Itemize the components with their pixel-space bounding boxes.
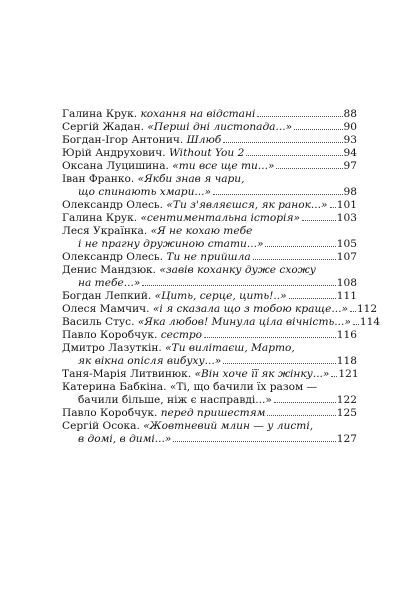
dot-leader xyxy=(173,441,335,442)
toc-entry xyxy=(62,147,357,160)
dot-leader xyxy=(330,207,336,208)
dot-leader xyxy=(223,363,336,364)
toc-entry xyxy=(62,225,357,251)
toc-page-number: 121 xyxy=(338,368,359,380)
toc-entry xyxy=(62,121,357,134)
toc-title: «ти все ще ти...» xyxy=(172,160,275,172)
toc-title: бачили більше, ніж є насправді...» xyxy=(78,394,272,406)
toc-entry xyxy=(62,329,357,342)
toc-entry-line xyxy=(62,342,357,355)
toc-entry xyxy=(62,316,381,329)
toc-author: Галина Крук. xyxy=(62,212,141,224)
dot-leader xyxy=(204,337,336,338)
dot-leader xyxy=(353,324,359,325)
toc-entry-continuation-line xyxy=(62,355,357,368)
toc-entry-line xyxy=(62,368,357,381)
toc-page-number: 101 xyxy=(336,199,357,211)
toc-author: Богдан-Ігор Антонич. xyxy=(62,134,187,146)
dot-leader xyxy=(142,285,335,286)
toc-author: Денис Мандзюк. xyxy=(62,264,160,276)
toc-title: і не прагну дружиною стати...» xyxy=(78,238,264,250)
toc-title: в домі, в димі...» xyxy=(78,433,172,445)
toc-title: перед пришестям xyxy=(160,407,266,419)
toc-page-number: 114 xyxy=(359,316,381,328)
toc-entry xyxy=(62,108,357,121)
toc-entry-line xyxy=(62,108,357,121)
toc-title: «Цить, серце, цить!..» xyxy=(154,290,287,302)
toc-author: Катерина Бабкіна. xyxy=(62,381,170,393)
toc-entry xyxy=(62,368,357,381)
dot-leader xyxy=(331,376,337,377)
toc-author: Дмитро Лазуткін. xyxy=(62,342,166,354)
toc-entry-continuation-line xyxy=(62,277,357,290)
toc-page-number: 105 xyxy=(336,238,357,250)
toc-entry-line xyxy=(62,316,381,329)
toc-entry xyxy=(62,212,357,225)
toc-page-number: 103 xyxy=(336,212,357,224)
toc-entry-line xyxy=(62,225,357,238)
toc-entry xyxy=(62,381,357,407)
toc-title: «Яка любов! Минула ціла вічність...» xyxy=(137,316,351,328)
toc-page-number: 94 xyxy=(343,147,357,159)
toc-entry-continuation-line xyxy=(62,238,357,251)
dot-leader xyxy=(294,129,342,130)
toc-page-number: 122 xyxy=(336,394,357,406)
toc-author: Таня-Марія Литвинюк. xyxy=(62,368,195,380)
toc-author: Галина Крук. xyxy=(62,108,141,120)
toc-entry-line xyxy=(62,212,357,225)
toc-entry xyxy=(62,134,357,147)
toc-entry-line xyxy=(62,290,357,303)
toc-entry xyxy=(62,420,357,446)
toc-author: Павло Коробчук. xyxy=(62,329,161,341)
toc-entry xyxy=(62,251,357,264)
toc-title: що спинають хмари...» xyxy=(78,186,211,198)
toc-page-number: 93 xyxy=(343,134,357,146)
toc-author: Олександр Олесь. xyxy=(62,251,167,263)
toc-title: як вікна опісля вибуху...» xyxy=(78,355,222,367)
toc-title: «Він хоче її як жінку...» xyxy=(194,368,330,380)
toc-author: Олеся Мамчич. xyxy=(62,303,153,315)
toc-entry-continuation-line xyxy=(62,394,357,407)
toc-entry xyxy=(62,290,357,303)
toc-entry xyxy=(62,342,357,368)
toc-page-number: 107 xyxy=(336,251,357,263)
toc-entry xyxy=(62,264,357,290)
toc-entry-line xyxy=(62,251,357,264)
toc-author: Оксана Луцишина. xyxy=(62,160,173,172)
toc-title: «Перші дні листопада...» xyxy=(147,121,293,133)
dot-leader xyxy=(276,168,342,169)
toc-entry xyxy=(62,173,357,199)
toc-entry xyxy=(62,303,378,316)
toc-title: «Ти з'являєшся, як ранок...» xyxy=(166,199,328,211)
toc-author: Іван Франко. xyxy=(62,173,138,185)
dot-leader xyxy=(246,155,342,156)
dot-leader xyxy=(223,142,342,143)
toc-entry-line xyxy=(62,173,357,186)
toc-title: Ти не прийшла xyxy=(166,251,251,263)
toc-entry-continuation-line xyxy=(62,186,357,199)
toc-page-number: 118 xyxy=(336,355,357,367)
toc-author: Василь Стус. xyxy=(62,316,138,328)
toc-page-number: 90 xyxy=(343,121,357,133)
toc-entry-line xyxy=(62,160,357,173)
dot-leader xyxy=(257,116,342,117)
toc-author: Богдан Лепкий. xyxy=(62,290,155,302)
toc-page-number: 125 xyxy=(336,407,357,419)
toc-entry-continuation-line xyxy=(62,433,357,446)
toc-title: Without You 2 xyxy=(168,147,245,159)
toc-page-number: 98 xyxy=(343,186,357,198)
toc-entry-line xyxy=(62,381,357,394)
dot-leader xyxy=(274,402,336,403)
toc-page-number: 88 xyxy=(343,108,357,120)
toc-title: «Ті, що бачили їх разом — xyxy=(169,381,318,393)
toc-author: Юрій Андрухович. xyxy=(62,147,169,159)
toc-author: Павло Коробчук. xyxy=(62,407,161,419)
toc-page-number: 97 xyxy=(343,160,357,172)
toc-author: Леся Українка. xyxy=(62,225,151,237)
table-of-contents xyxy=(62,108,381,446)
toc-entry-line xyxy=(62,134,357,147)
toc-page-number: 116 xyxy=(336,329,357,341)
toc-entry xyxy=(62,407,357,420)
toc-author: Сергій Осока. xyxy=(62,420,144,432)
toc-title: кохання на відстані xyxy=(140,108,256,120)
dot-leader xyxy=(213,194,343,195)
toc-entry-line xyxy=(62,264,357,277)
toc-title: «Якби знав я чари, xyxy=(137,173,245,185)
toc-title: сестро xyxy=(160,329,203,341)
toc-entry xyxy=(62,160,357,173)
toc-entry-line xyxy=(62,329,357,342)
dot-leader xyxy=(289,298,336,299)
toc-entry-line xyxy=(62,303,378,316)
toc-entry xyxy=(62,199,357,212)
dot-leader xyxy=(267,415,335,416)
dot-leader xyxy=(350,311,356,312)
dot-leader xyxy=(265,246,335,247)
dot-leader xyxy=(302,220,336,221)
toc-entry-line xyxy=(62,121,357,134)
toc-page-number: 112 xyxy=(356,303,378,315)
toc-page-number: 127 xyxy=(336,433,357,445)
toc-title: «сентиментальна історія» xyxy=(140,212,300,224)
toc-title: «Ти вилітаєш, Марто, xyxy=(165,342,295,354)
toc-entry-line xyxy=(62,407,357,420)
toc-title: на тебе...» xyxy=(78,277,141,289)
dot-leader xyxy=(253,259,336,260)
toc-title: «Жовтневий млин — у листі, xyxy=(143,420,314,432)
toc-title: Шлюб xyxy=(186,134,222,146)
toc-page-number: 111 xyxy=(336,290,357,302)
toc-title: «і я сказала що з тобою краще...» xyxy=(152,303,348,315)
toc-title: «завів коханку дуже схожу xyxy=(159,264,316,276)
toc-title: «Я не кохаю тебе xyxy=(150,225,253,237)
toc-entry-line xyxy=(62,147,357,160)
toc-entry-line xyxy=(62,199,357,212)
toc-entry-line xyxy=(62,420,357,433)
toc-page-number: 108 xyxy=(336,277,357,289)
toc-author: Олександр Олесь. xyxy=(62,199,167,211)
toc-author: Сергій Жадан. xyxy=(62,121,148,133)
